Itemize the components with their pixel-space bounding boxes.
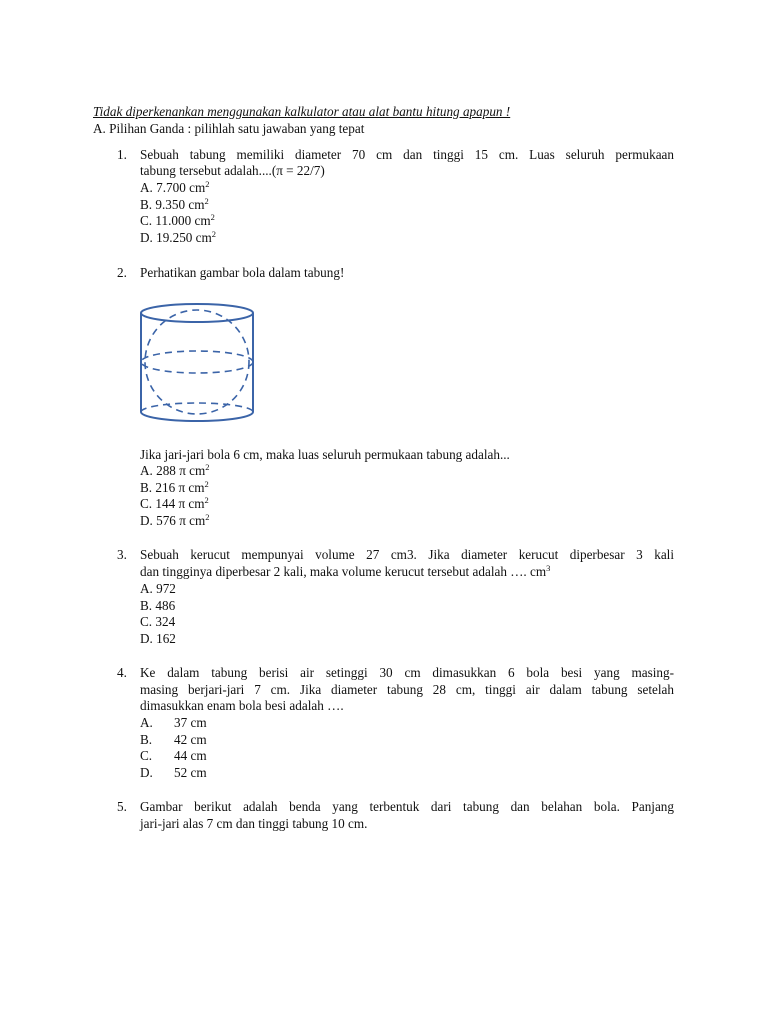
question-1-option-b[interactable]: B. 9.350 $cm^2$ (140, 195, 209, 212)
question-4-line-3: dimasukkan enam bola besi adalah …. (140, 698, 344, 713)
warning-note: Tidak diperkenankan menggunakan kalkulator atau alat bantu hitung apapun ! (93, 104, 511, 119)
question-5-line-1: Gambar berikut adalah benda yang terbentuk dari tabung dan belahan bola. Panjang (140, 799, 674, 814)
section-heading: A. Pilihan Ganda : pilihlah satu jawaban yang tepat (93, 121, 365, 136)
question-2-option-c[interactable]: C. 144 π $cm^2$ (140, 495, 209, 511)
question-number-3: 3. (117, 547, 127, 562)
question-number-5: 5. (117, 799, 127, 814)
question-4-option-a[interactable]: A. 37 cm (140, 715, 207, 730)
cylinder-top-ellipse (141, 304, 253, 322)
question-2-option-d[interactable]: D. 576 π $cm^2$ (140, 511, 210, 528)
sphere-equator (141, 351, 253, 373)
question-4-line-2: masing berjari-jari 7 cm. Jika diameter tabung 28 cm, tinggi air dalam tabung setelah (140, 682, 674, 697)
question-1-option-a[interactable]: A. 7.700 $cm^2$ (140, 179, 210, 195)
question-4-option-c[interactable]: C. 44 cm (140, 748, 207, 763)
question-5-line-2: jari-jari alas 7 cm dan tinggi tabung 10 cm. (140, 816, 368, 831)
question-1-line-1: Sebuah tabung memiliki diameter 70 cm dan tinggi 15 cm. Luas seluruh permukaan (140, 147, 674, 162)
question-3-option-b[interactable]: B. 486 (140, 597, 176, 613)
sphere-in-cylinder-figure (136, 298, 262, 428)
question-2-option-b[interactable]: B. 216 π $cm^2$ (140, 478, 209, 495)
question-4-option-d[interactable]: D. 52 cm (140, 764, 207, 780)
question-4-line-1: Ke dalam tabung berisi air setinggi 30 cm dimasukkan 6 bola besi yang masing- (140, 665, 674, 680)
sphere-outline (145, 310, 249, 414)
question-3-options (140, 581, 176, 647)
question-1-option-c[interactable]: C. 11.000 $cm^2$ (140, 212, 215, 228)
question-number-4: 4. (117, 665, 127, 680)
question-3-option-a[interactable]: A. 972 (140, 581, 176, 596)
question-2-prompt: Jika jari-jari bola 6 cm, maka luas seluruh permukaan tabung adalah... (140, 447, 510, 462)
question-3-line-1: Sebuah kerucut mempunyai volume 27 cm3. Jika diameter kerucut diperbesar 3 kali (140, 547, 674, 562)
question-1-option-d[interactable]: D. 19.250 $cm^2$ (140, 228, 217, 245)
question-2-options (140, 463, 210, 529)
question-3-option-d[interactable]: D. 162 (140, 630, 176, 646)
cylinder-bottom-back (141, 403, 253, 412)
question-number-1: 1. (117, 147, 127, 162)
question-4-option-b[interactable]: B. 42 cm (140, 731, 207, 747)
question-1-line-2: tabung tersebut adalah....(π = 22/7) (140, 163, 325, 178)
question-2-option-a[interactable]: A. 288 π $cm^2$ (140, 462, 210, 478)
question-number-2: 2. (117, 265, 127, 280)
question-1-options (140, 180, 216, 246)
question-2-line-1: Perhatikan gambar bola dalam tabung! (140, 265, 345, 280)
question-4-options (140, 715, 207, 781)
cylinder-bottom-front (141, 412, 253, 421)
question-3-line-2: dan tingginya diperbesar 2 kali, maka volume kerucut tersebut adalah …. $cm^3$ (140, 563, 551, 579)
question-3-option-c[interactable]: C. 324 (140, 614, 176, 629)
